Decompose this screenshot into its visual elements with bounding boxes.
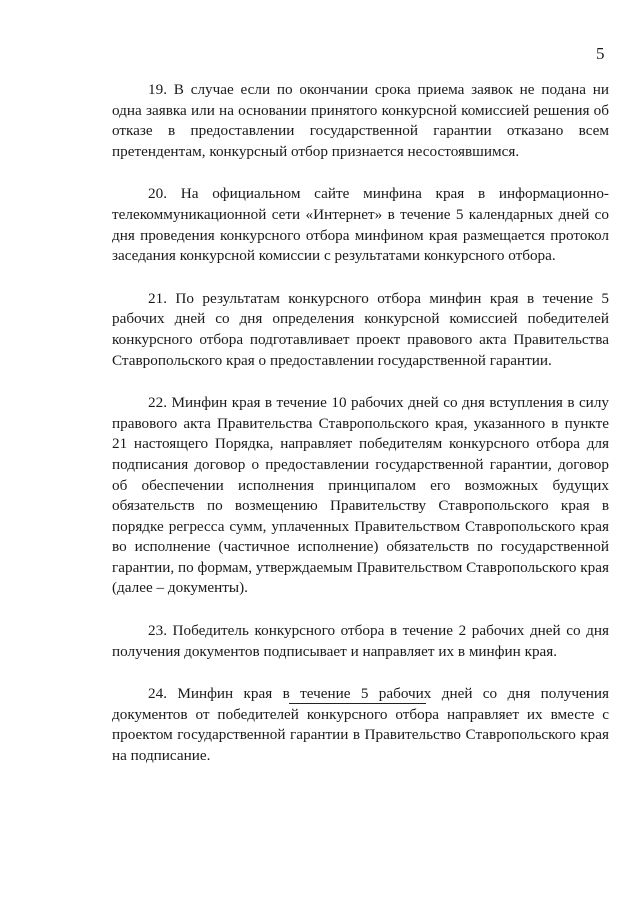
paragraph-20: 20. На официальном сайте минфина края в информационно-телекоммуникационной сети «Интернет» в течение 5 календарных дней со дня проведения конкурсного отбора минфином края размещается протокол заседания конкурсной комиссии с результатами конкурсного отбора. [112,185,609,265]
paragraph-21: 21. По результатам конкурсного отбора минфин края в течение 5 рабочих дней со дня определения конкурсной комиссией победителей конкурсного отбора подготавливает проект правового акта Правительства Ставропольского края о предоставлении государственной гарантии. [112,289,609,369]
document-body [112,80,609,767]
paragraph-24: 24. Минфин края в течение 5 рабочих дней со дня получения документов от победителей конкурсного отбора направляет их вместе с проектом государственной гарантии в Правительство Ставропольского края на подписание. [112,685,609,765]
paragraph-19: 19. В случае если по окончании срока приема заявок не подана ни одна заявка или на основании принятого конкурсной комиссией решения об отказе в предоставлении государственной гарантии отказано всем претендентам, конкурсный отбор признается несостоявшимся. [112,81,609,160]
page-number: 5 [596,44,605,63]
paragraph-22: 22. Минфин края в течение 10 рабочих дней со дня вступления в силу правового акта Правительства Ставропольского края, указанного в пункте 21 настоящего Порядка, направляет победителям конкурсного отбора для подписания договор о предоставлении государственной гарантии, договор об обеспечении исполнения принципалом его возможных будущих обязательств по возмещению Правительству Ставропольского края в порядке регресса сумм, уплаченных Правительством Ставропольского края во исполнение (частичное исполнение) обязательств по государственной гарантии, по формам, утверждаемым Правительством Ставропольского края (далее – документы). [112,394,609,597]
end-of-text-rule [289,703,426,704]
paragraph-23: 23. Победитель конкурсного отбора в течение 2 рабочих дней со дня получения документов подписывает и направляет их в минфин края. [112,622,609,660]
